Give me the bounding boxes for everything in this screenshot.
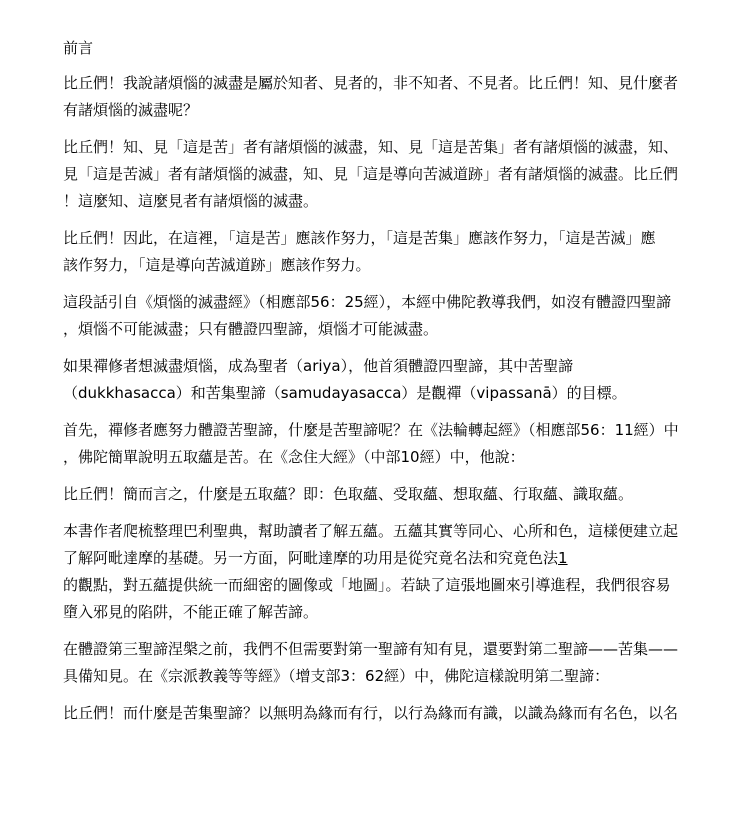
text-line: ！這麼知、這麼見者有諸煩惱的滅盡。 bbox=[63, 192, 319, 210]
text-line: 該作努力，「這是導向苦滅道跡」應該作努力。 bbox=[63, 256, 371, 274]
text-line: 本書作者爬梳整理巴利聖典，幫助讀者了解五蘊。五蘊其實等同心、心所和色，這樣便建立起 bbox=[63, 522, 679, 540]
paragraph-5 bbox=[63, 353, 723, 407]
text-line bbox=[63, 545, 723, 572]
text-line: 的觀點，對五蘊提供統一而細密的圖像或「地圖」。若缺了這張地圖來引導進程，我們很容易 bbox=[63, 576, 671, 594]
paragraph-3 bbox=[63, 225, 723, 279]
text-line: 比丘們！知、見「這是苦」者有諸煩惱的滅盡，知、見「這是苦集」者有諸煩惱的滅盡，知、 bbox=[63, 138, 679, 156]
paragraph-2 bbox=[63, 134, 723, 215]
text-segment: 了解阿毗達摩的基礎。另一方面，阿毗達摩的功用是從究竟名法和究竟色法 bbox=[63, 549, 559, 567]
text-line: 如果禪修者想滅盡煩惱，成為聖者（ariya），他首須體證四聖諦，其中苦聖諦 bbox=[63, 357, 574, 375]
text-line: 比丘們！簡而言之，什麼是五取蘊？即：色取蘊、受取蘊、想取蘊、行取蘊、識取蘊。 bbox=[63, 485, 634, 503]
document-body bbox=[63, 36, 723, 737]
text-line: 見「這是苦滅」者有諸煩惱的滅盡，知、見「這是導向苦滅道跡」者有諸煩惱的滅盡。比丘們 bbox=[63, 165, 679, 183]
text-line: 比丘們！而什麼是苦集聖諦？以無明為緣而有行，以行為緣而有識，以識為緣而有名色，以名 bbox=[63, 704, 679, 722]
text-line: 首先，禪修者應努力體證苦聖諦，什麼是苦聖諦呢？在《法輪轉起經》（相應部56：11經）中 bbox=[63, 421, 679, 439]
paragraph-7-quote bbox=[63, 481, 723, 508]
paragraph-9 bbox=[63, 636, 723, 690]
text-line: （dukkhasacca）和苦集聖諦（samudayasacca）是觀禪（vipassanā）的目標。 bbox=[63, 384, 627, 402]
text-line: 有諸煩惱的滅盡呢？ bbox=[63, 101, 199, 119]
text-line: 在體證第三聖諦涅槃之前，我們不但需要對第一聖諦有知有見，還要對第二聖諦——苦集—— bbox=[63, 640, 679, 658]
text-line: ，煩惱不可能滅盡；只有體證四聖諦，煩惱才可能滅盡。 bbox=[63, 320, 439, 338]
paragraph-1 bbox=[63, 70, 723, 124]
text-line: 比丘們！我說諸煩惱的滅盡是屬於知者、見者的，非不知者、不見者。比丘們！知、見什麼者 bbox=[63, 74, 679, 92]
paragraph-4 bbox=[63, 289, 723, 343]
paragraph-6 bbox=[63, 417, 723, 471]
text-line: 比丘們！因此，在這裡，「這是苦」應該作努力，「這是苦集」應該作努力，「這是苦滅」應 bbox=[63, 229, 656, 247]
paragraph-8 bbox=[63, 518, 723, 626]
text-line: 墮入邪見的陷阱，不能正確了解苦諦。 bbox=[63, 603, 319, 621]
paragraph-10-quote bbox=[63, 700, 723, 727]
footnote-link[interactable]: 1 bbox=[558, 549, 568, 567]
text-line: 具備知見。在《宗派教義等等經》（增支部3：62經）中，佛陀這樣說明第二聖諦： bbox=[63, 667, 610, 685]
text-line: 這段話引自《煩惱的滅盡經》（相應部56：25經），本經中佛陀教導我們，如沒有體證四聖諦 bbox=[63, 293, 672, 311]
text-line: ，佛陀簡單說明五取蘊是苦。在《念住大經》（中部10經）中，他說： bbox=[63, 448, 525, 466]
document-heading: 前言 bbox=[63, 39, 94, 57]
